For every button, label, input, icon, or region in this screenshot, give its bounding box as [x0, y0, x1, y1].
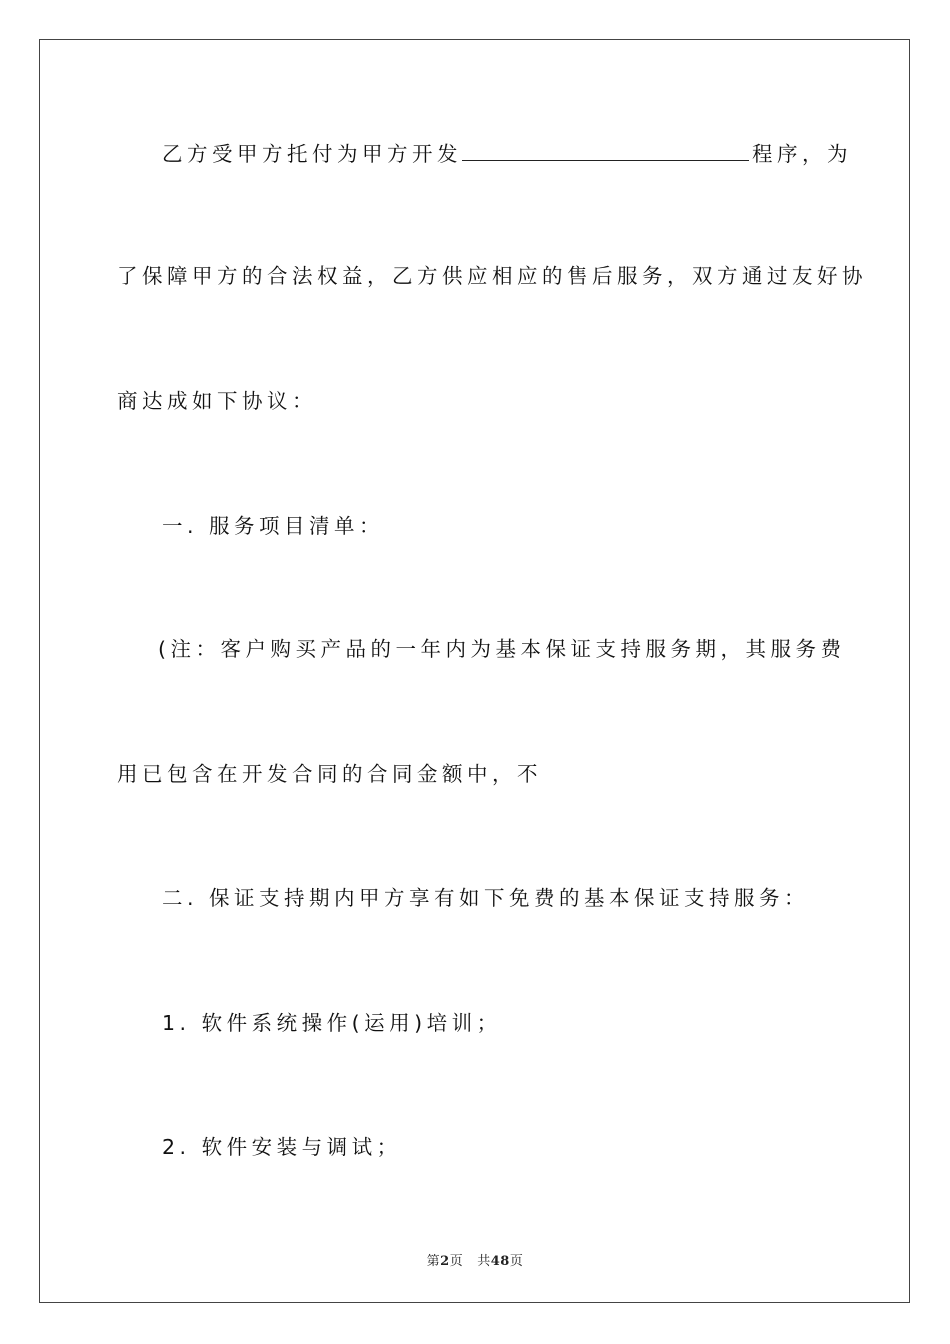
list-item-1: 1. 软件系统操作(运用)培训； [162, 1011, 502, 1035]
note-line-1: (注：客户购买产品的一年内为基本保证支持服务期，其服务费 [158, 637, 846, 661]
list-item-2: 2. 软件安装与调试； [162, 1135, 402, 1159]
page-footer [0, 1250, 950, 1269]
page-border [39, 39, 910, 1303]
paragraph-line-3: 商达成如下协议： [117, 389, 317, 413]
footer-page-suffix: 页 [449, 1254, 464, 1269]
footer-total-pages: 48 [490, 1254, 510, 1269]
paragraph-text-before-blank: 乙方受甲方托付为甲方开发 [162, 142, 462, 166]
footer-page-prefix: 第 [426, 1254, 441, 1269]
note-line-2: 用已包含在开发合同的合同金额中，不 [117, 762, 542, 786]
paragraph-text-after-blank: 程序，为 [752, 142, 852, 166]
fill-in-blank [462, 140, 749, 161]
section-heading-2: 二. 保证支持期内甲方享有如下免费的基本保证支持服务： [162, 886, 810, 910]
section-heading-1: 一. 服务项目清单： [162, 514, 385, 538]
footer-total-suffix: 页 [509, 1254, 524, 1269]
paragraph-line-2: 了保障甲方的合法权益，乙方供应相应的售后服务，双方通过友好协 [117, 264, 867, 288]
footer-page-number: 2 [440, 1254, 450, 1269]
paragraph-line-1 [162, 140, 852, 165]
footer-total-prefix: 共 [477, 1254, 491, 1269]
